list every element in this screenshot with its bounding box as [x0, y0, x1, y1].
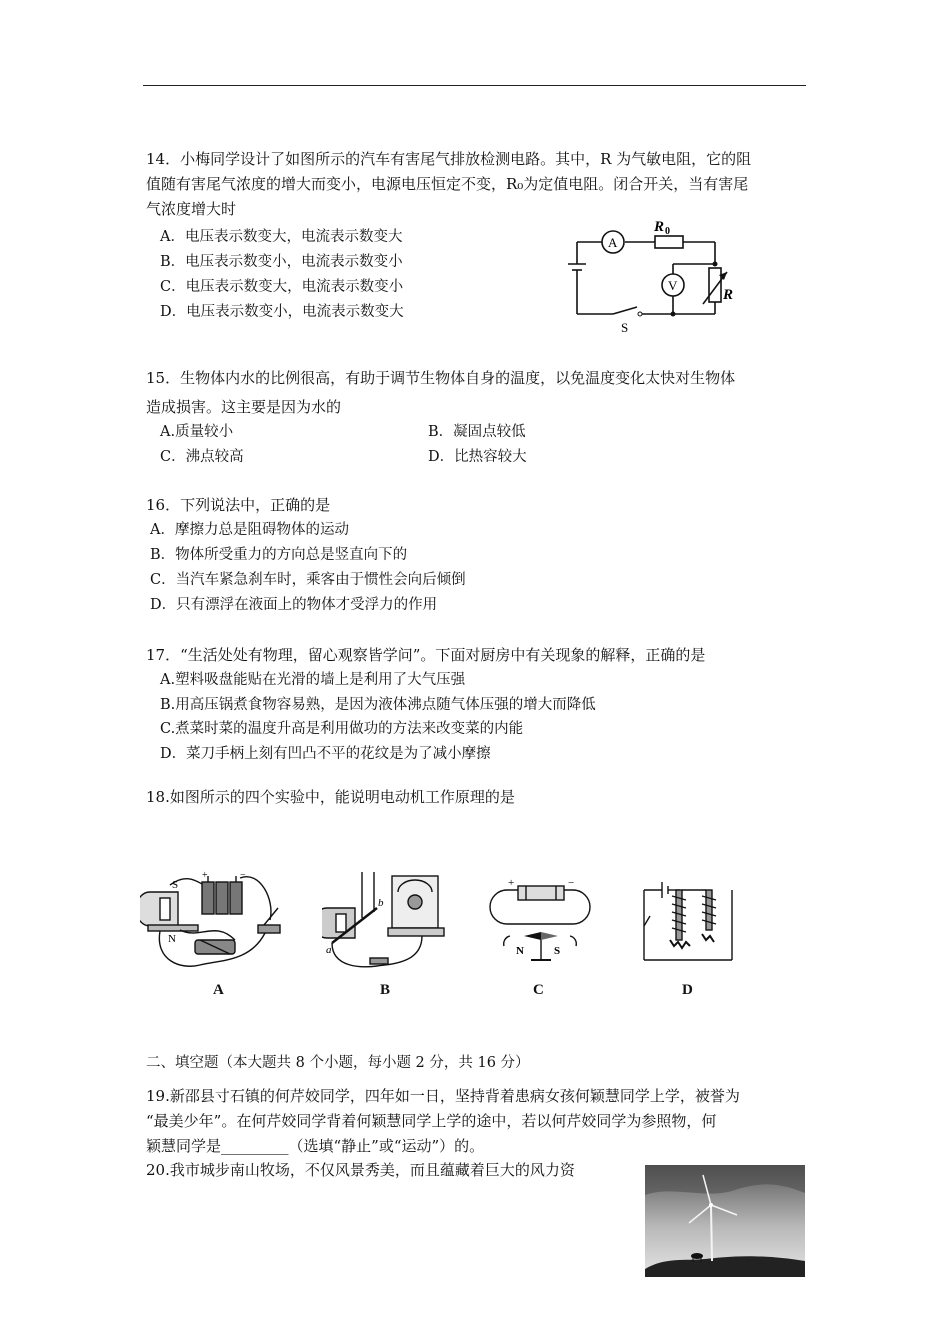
q15-stem-line-1: 15．生物体内水的比例很高，有助于调节生物体自身的温度，以免温度变化太快对生物体 — [146, 369, 736, 387]
q17-option-d: D．菜刀手柄上刻有凹凸不平的花纹是为了减小摩擦 — [160, 746, 491, 762]
q18-figure-b-label: B — [380, 982, 391, 998]
q14-option-d: D．电压表示数变小，电流表示数变大 — [160, 304, 404, 320]
q16-option-c: C．当汽车紧急刹车时，乘客由于惯性会向后倾倒 — [150, 572, 466, 588]
q19-stem-line-2: “最美少年”。在何芹姣同学背着何颖慧同学上学的途中，若以何芹姣同学为参照物，何 — [146, 1112, 717, 1130]
q20-stem-line-1: 20.我市城步南山牧场，不仅风景秀美，而且蕴藏着巨大的风力资 — [146, 1161, 575, 1179]
q18-figure-d — [636, 878, 741, 968]
voltmeter-label: V — [668, 278, 678, 293]
fig-b-a: a — [326, 944, 332, 956]
q15-option-a: A.质量较小 — [160, 424, 234, 440]
q14-option-a: A．电压表示数变大，电流表示数变大 — [160, 229, 403, 245]
q18-figure-c — [486, 872, 598, 972]
fig-a-s: S — [172, 879, 179, 891]
q18-figure-d-label: D — [682, 982, 693, 998]
ammeter-label: A — [608, 235, 618, 250]
q14-stem-line-3: 气浓度增大时 — [146, 200, 237, 218]
r0-label: R — [654, 219, 665, 235]
fig-b-b: b — [378, 897, 384, 909]
q15-option-c: C．沸点较高 — [160, 449, 244, 465]
q14-circuit-diagram — [565, 212, 755, 337]
r0-subscript: 0 — [665, 226, 670, 237]
fig-c-n: N — [516, 945, 524, 957]
q16-stem: 16．下列说法中，正确的是 — [146, 496, 331, 514]
q19-stem-line-3: 颖慧同学是_________（选填“静止”或“运动”）的。 — [146, 1137, 485, 1155]
q16-option-a: A．摩擦力总是阻碍物体的运动 — [150, 522, 349, 538]
q17-stem: 17．“生活处处有物理，留心观察皆学问”。下面对厨房中有关现象的解释，正确的是 — [146, 646, 706, 664]
header-rule — [143, 85, 806, 86]
q18-figure-b — [322, 868, 452, 976]
q17-option-b: B.用高压锅煮食物容易熟，是因为液体沸点随气体压强的增大而降低 — [160, 697, 596, 713]
switch-label: S — [621, 320, 629, 335]
q14-option-b: B．电压表示数变小，电流表示数变小 — [160, 254, 403, 270]
r-label: R — [723, 287, 734, 303]
q18-figure-c-label: C — [533, 982, 544, 998]
fig-c-s: S — [554, 945, 561, 957]
q14-stem-line-2: 值随有害尾气浓度的增大而变小，电源电压恒定不变，R₀为定值电阻。闭合开关，当有害尾 — [146, 175, 749, 193]
q16-option-d: D．只有漂浮在液面上的物体才受浮力的作用 — [150, 597, 438, 613]
q15-stem-line-2: 造成损害。这主要是因为水的 — [146, 398, 342, 416]
q15-option-d: D．比热容较大 — [428, 449, 527, 465]
q15-option-b: B．凝固点较低 — [428, 424, 526, 440]
q19-stem-line-1: 19.新邵县寸石镇的何芹姣同学，四年如一日，坚持背着患病女孩何颖慧同学上学，被誉为 — [146, 1087, 740, 1105]
q18-figure-a — [140, 870, 290, 975]
fig-a-minus: − — [240, 870, 246, 881]
wind-turbine-photo — [645, 1165, 805, 1277]
fig-a-n: N — [168, 933, 176, 945]
fig-c-plus: + — [508, 877, 515, 889]
q18-stem: 18.如图所示的四个实验中，能说明电动机工作原理的是 — [146, 788, 515, 806]
q18-figure-a-label: A — [213, 982, 224, 998]
q17-option-a: A.塑料吸盘能贴在光滑的墙上是利用了大气压强 — [160, 672, 466, 688]
section-2-heading: 二、填空题（本大题共 8 个小题，每小题 2 分，共 16 分） — [146, 1055, 530, 1071]
fig-c-minus: − — [568, 877, 575, 889]
fig-a-plus: + — [202, 870, 208, 881]
q16-option-b: B．物体所受重力的方向总是竖直向下的 — [150, 547, 408, 563]
q14-stem-line-1: 14．小梅同学设计了如图所示的汽车有害尾气排放检测电路。其中，R 为气敏电阻，它的阻 — [146, 150, 752, 168]
q14-option-c: C．电压表示数变大，电流表示数变小 — [160, 279, 404, 295]
q17-option-c: C.煮菜时菜的温度升高是利用做功的方法来改变菜的内能 — [160, 721, 524, 737]
